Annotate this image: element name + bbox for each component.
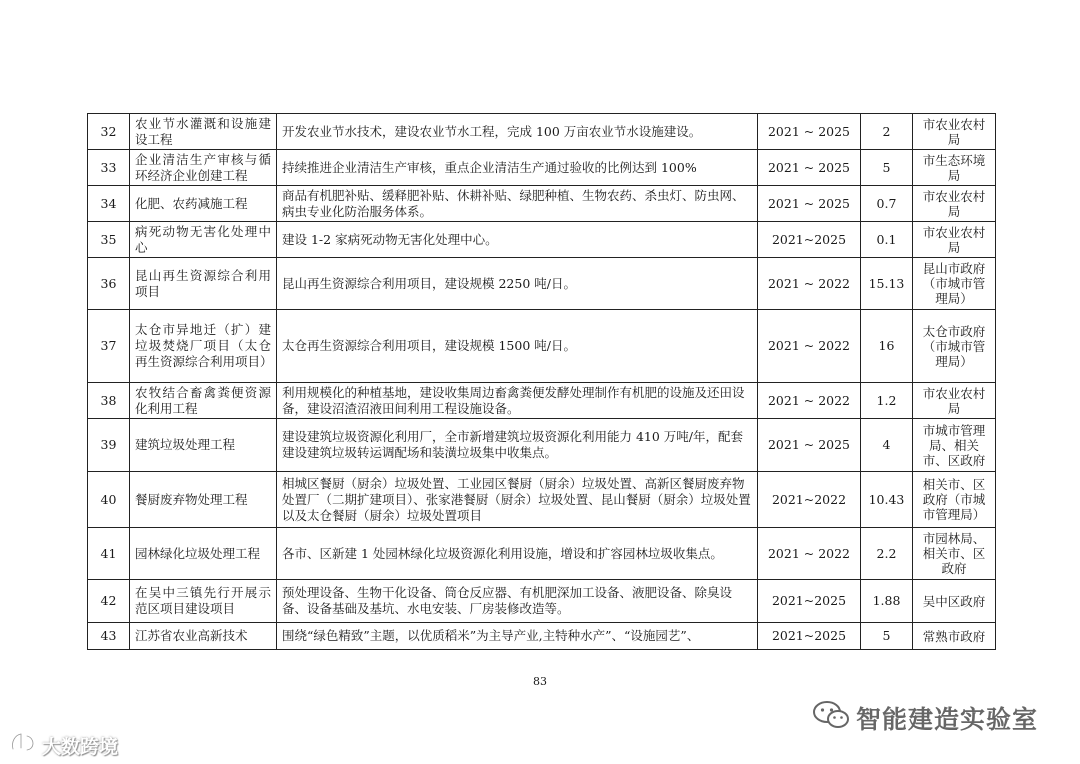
project-name: 农牧结合畜禽粪便资源化利用工程	[130, 383, 277, 419]
table-row	[88, 383, 996, 419]
project-investment: 1.88	[861, 580, 913, 623]
watermark-right	[812, 700, 1038, 736]
project-period: 2021 ~ 2022	[758, 383, 861, 419]
responsible-department: 市园林局、相关市、区政府	[913, 528, 996, 580]
project-name: 建筑垃圾处理工程	[130, 419, 277, 472]
table-row	[88, 528, 996, 580]
responsible-department: 市农业农村局	[913, 114, 996, 150]
row-number: 38	[88, 383, 130, 419]
project-period: 2021~2025	[758, 623, 861, 650]
page-number: 83	[533, 675, 547, 688]
responsible-department: 昆山市政府（市城市管理局）	[913, 258, 996, 310]
project-investment: 1.2	[861, 383, 913, 419]
table-row	[88, 186, 996, 222]
project-period: 2021 ~ 2022	[758, 258, 861, 310]
watermark-left-text: 大数跨境	[42, 736, 119, 758]
project-description: 太仓再生资源综合利用项目，建设规模 1500 吨/日。	[277, 310, 758, 383]
row-number: 34	[88, 186, 130, 222]
watermark-right-text: 智能建造实验室	[856, 705, 1039, 734]
project-investment: 2	[861, 114, 913, 150]
project-investment: 2.2	[861, 528, 913, 580]
project-period: 2021 ~ 2022	[758, 528, 861, 580]
project-name: 病死动物无害化处理中心	[130, 222, 277, 258]
watermark-left	[8, 729, 118, 762]
responsible-department: 太仓市政府（市城市管理局）	[913, 310, 996, 383]
table-row	[88, 150, 996, 186]
project-period: 2021~2022	[758, 472, 861, 528]
project-investment: 0.1	[861, 222, 913, 258]
project-name: 农业节水灌溉和设施建设工程	[130, 114, 277, 150]
project-name: 江苏省农业高新技术	[130, 623, 277, 650]
project-description: 建设建筑垃圾资源化利用厂，全市新增建筑垃圾资源化利用能力 410 万吨/年，配套建设建筑垃圾转运调配场和装潢垃圾集中收集点。	[277, 419, 758, 472]
table-row	[88, 258, 996, 310]
project-description: 利用规模化的种植基地，建设收集周边畜禽粪便发酵处理制作有机肥的设施及还田设备，建设沼渣沼液田间利用工程设施设备。	[277, 383, 758, 419]
project-period: 2021 ~ 2022	[758, 310, 861, 383]
project-period: 2021 ~ 2025	[758, 419, 861, 472]
project-period: 2021 ~ 2025	[758, 114, 861, 150]
wechat-icon	[812, 700, 850, 736]
project-description: 昆山再生资源综合利用项目，建设规模 2250 吨/日。	[277, 258, 758, 310]
project-name: 餐厨废弃物处理工程	[130, 472, 277, 528]
project-period: 2021~2025	[758, 580, 861, 623]
brand-logo-icon	[8, 729, 38, 762]
responsible-department: 市农业农村局	[913, 383, 996, 419]
responsible-department: 市农业农村局	[913, 222, 996, 258]
responsible-department: 市生态环境局	[913, 150, 996, 186]
table-row	[88, 419, 996, 472]
row-number: 36	[88, 258, 130, 310]
responsible-department: 常熟市政府	[913, 623, 996, 650]
table-row	[88, 472, 996, 528]
project-description: 相城区餐厨（厨余）垃圾处置、工业园区餐厨（厨余）垃圾处置、高新区餐厨废弃物处置厂（二期扩建项目）、张家港餐厨（厨余）垃圾处置、昆山餐厨（厨余）垃圾处置以及太仓餐厨（厨余）垃圾处置项目	[277, 472, 758, 528]
project-investment: 15.13	[861, 258, 913, 310]
row-number: 41	[88, 528, 130, 580]
table-row	[88, 580, 996, 623]
row-number: 35	[88, 222, 130, 258]
project-description: 建设 1-2 家病死动物无害化处理中心。	[277, 222, 758, 258]
project-investment: 0.7	[861, 186, 913, 222]
project-name: 企业清洁生产审核与循环经济企业创建工程	[130, 150, 277, 186]
row-number: 39	[88, 419, 130, 472]
project-name: 在吴中三镇先行开展示范区项目建设项目	[130, 580, 277, 623]
table-row	[88, 623, 996, 650]
project-investment: 4	[861, 419, 913, 472]
project-table	[87, 113, 996, 650]
project-description: 各市、区新建 1 处园林绿化垃圾资源化利用设施，增设和扩容园林垃圾收集点。	[277, 528, 758, 580]
project-description: 围绕“绿色精致”主题，以优质稻米”为主导产业,主特种水产”、“设施园艺”、	[277, 623, 758, 650]
project-description: 开发农业节水技术，建设农业节水工程，完成 100 万亩农业节水设施建设。	[277, 114, 758, 150]
responsible-department: 市城市管理局、相关市、区政府	[913, 419, 996, 472]
responsible-department: 吴中区政府	[913, 580, 996, 623]
project-investment: 5	[861, 623, 913, 650]
project-name: 昆山再生资源综合利用项目	[130, 258, 277, 310]
project-investment: 5	[861, 150, 913, 186]
project-period: 2021 ~ 2025	[758, 150, 861, 186]
project-investment: 16	[861, 310, 913, 383]
row-number: 43	[88, 623, 130, 650]
project-investment: 10.43	[861, 472, 913, 528]
project-period: 2021~2025	[758, 222, 861, 258]
table-row	[88, 114, 996, 150]
project-description: 预处理设备、生物干化设备、筒仓反应器、有机肥深加工设备、液肥设备、除臭设备、设备基础及基坑、水电安装、厂房装修改造等。	[277, 580, 758, 623]
project-description: 商品有机肥补贴、缓释肥补贴、休耕补贴、绿肥种植、生物农药、杀虫灯、防虫网、病虫专业化防治服务体系。	[277, 186, 758, 222]
project-period: 2021 ~ 2025	[758, 186, 861, 222]
responsible-department: 市农业农村局	[913, 186, 996, 222]
project-name: 太仓市异地迁（扩）建垃圾焚烧厂项目（太仓再生资源综合利用项目）	[130, 310, 277, 383]
project-description: 持续推进企业清洁生产审核，重点企业清洁生产通过验收的比例达到 100%	[277, 150, 758, 186]
project-name: 园林绿化垃圾处理工程	[130, 528, 277, 580]
row-number: 32	[88, 114, 130, 150]
responsible-department: 相关市、区政府（市城市管理局）	[913, 472, 996, 528]
table-row	[88, 222, 996, 258]
row-number: 42	[88, 580, 130, 623]
row-number: 40	[88, 472, 130, 528]
row-number: 37	[88, 310, 130, 383]
row-number: 33	[88, 150, 130, 186]
table-row	[88, 310, 996, 383]
project-name: 化肥、农药减施工程	[130, 186, 277, 222]
